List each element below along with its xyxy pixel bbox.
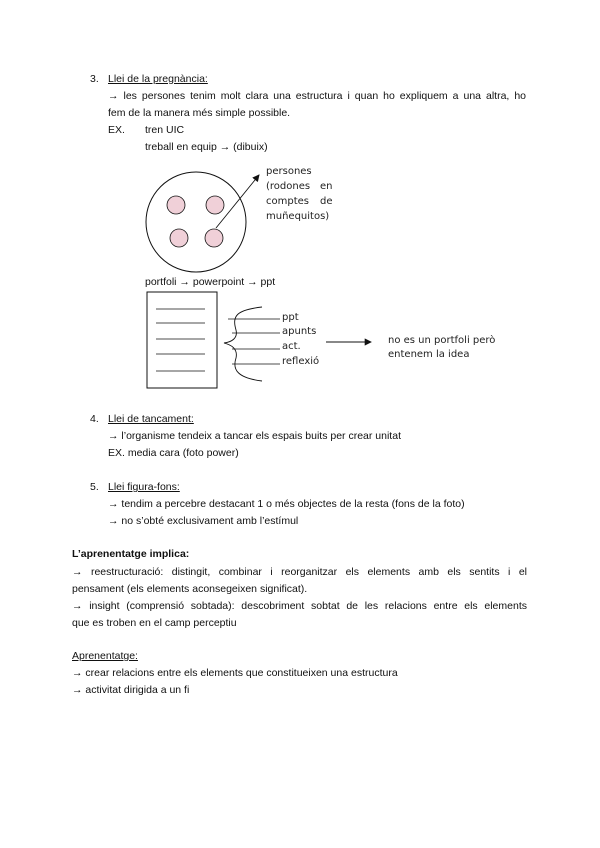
note-line-3b: de [320, 196, 333, 207]
group-circle [146, 172, 246, 272]
conclusion-line-2: entenem la idea [388, 349, 470, 360]
person-dot [167, 196, 185, 214]
insight-line-2: que es troben en el camp perceptiu [72, 617, 237, 629]
note-line-1: persones [266, 166, 312, 177]
reestructuracio-line-1: → reestructuració: distingit, combinar i reorganitzar els elements amb els sentits i el [72, 566, 527, 578]
brace [224, 307, 262, 381]
section-5-line-1: → tendim a percebre destacant 1 o més objectes de la resta (fons de la foto) [108, 498, 465, 510]
section-3-title: Llei de la pregnància: [108, 73, 208, 85]
section-5-title: Llei figura-fons: [108, 481, 180, 493]
note-line-4: muñequitos) [266, 211, 330, 222]
person-dot [206, 196, 224, 214]
section-3-line-1: → les persones tenim molt clara una estructura i quan ho expliquem a una altra, ho [108, 90, 526, 102]
note-line-2a: (rodones [266, 181, 311, 192]
aprenentatge-implica-heading: L’aprenentatge implica: [72, 548, 190, 560]
person-dot [170, 229, 188, 247]
example-label: EX. [108, 124, 125, 136]
section-4-line-2: EX. media cara (foto power) [108, 447, 239, 459]
example-1: tren UIC [145, 124, 185, 136]
aprenentatge-line-1: → crear relacions entre els elements que constitueixen una estructura [72, 667, 398, 679]
person-dot [205, 229, 223, 247]
section-4-line-1: → l’organisme tendeix a tancar els espais buits per crear unitat [108, 430, 401, 442]
insight-line-1: → insight (comprensió sobtada): descobriment sobtat de les relacions entre els elements [72, 600, 527, 612]
section-5-number: 5. [90, 481, 99, 493]
example-2: treball en equip → (dibuix) [145, 141, 268, 153]
aprenentatge-line-2: → activitat dirigida a un fi [72, 684, 190, 696]
section-3-number: 3. [90, 73, 99, 85]
label-act: act. [282, 341, 301, 352]
label-reflexio: reflexió [282, 356, 320, 367]
aprenentatge-heading: Aprenentatge: [72, 650, 138, 662]
label-apunts: apunts [282, 326, 317, 337]
conclusion-line-1: no es un portfoli però [388, 335, 496, 346]
reestructuracio-line-2: pensament (els elements aconsegeixen significat). [72, 583, 308, 595]
section-5-line-2: → no s’obté exclusivament amb l’estímul [108, 515, 299, 527]
label-ppt: ppt [282, 312, 299, 323]
section-4-title: Llei de tancament: [108, 413, 194, 425]
section-4-number: 4. [90, 413, 99, 425]
section-3-line-2: fem de la manera més simple possible. [108, 107, 291, 119]
portfoli-line: portfoli → powerpoint → ppt [145, 276, 276, 288]
document-box [147, 292, 217, 388]
note-line-2b: en [320, 181, 333, 192]
note-line-3a: comptes [266, 196, 309, 207]
